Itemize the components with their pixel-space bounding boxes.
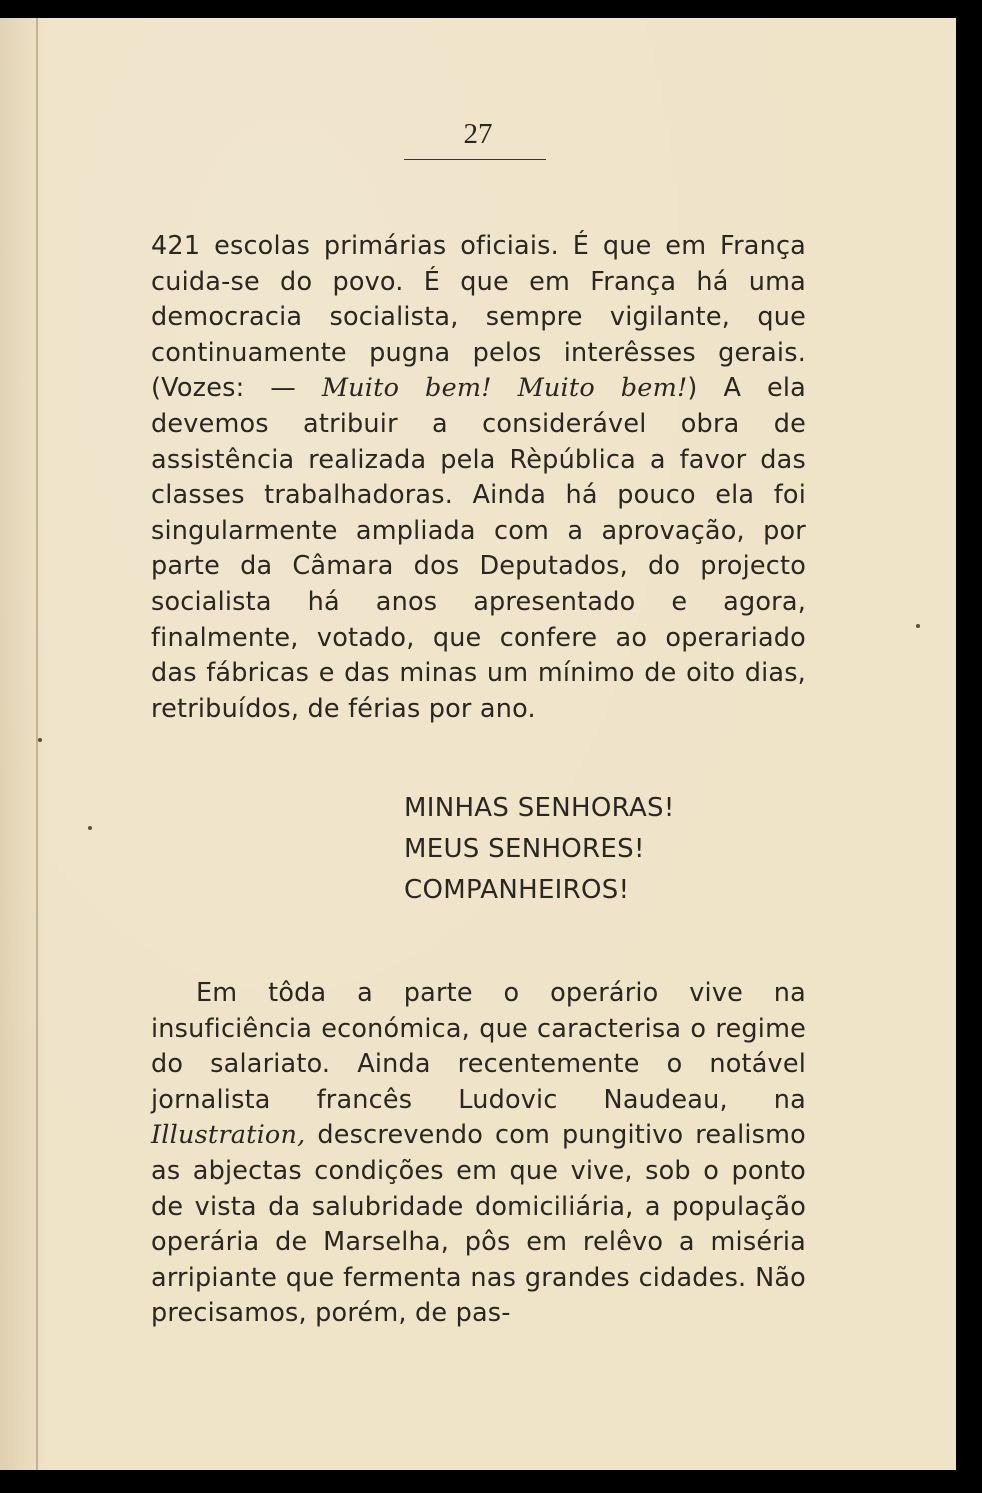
paragraph-1-text-b: ) A ela devemos atribuir a considerável obra de assistência realizada pela Rèpública a favor das classes trabalhadoras. Ainda há pouco ela foi singularmente ampliada com a aprovação, por parte da Câmara dos Deputados, do projecto socialista há anos apresentado e agora, finalmente, votado, que confere ao operariado das fábricas e das minas um mínimo de oito dias, retribuídos, de férias por ano. [151,373,806,724]
paragraph-2-text-b: descrevendo com pungitivo realismo as abjectas condições em que vive, sob o ponto de vista da salubridade domiciliária, a população operária de Marselha, pôs em relêvo a miséria arripiante que fermenta nas grandes cidades. Não precisamos, porém, de pas- [151,1120,806,1329]
salutation-block [404,788,675,911]
salutation-line-2: MEUS SENHORES! [404,834,645,864]
salutation-line-3: COMPANHEIROS! [404,875,630,905]
page-number: 27 [463,118,493,150]
paragraph-1-italic: Muito bem! Muito bem! [321,373,688,404]
book-page [0,18,956,1470]
paragraph-2-text-a: Em tôda a parte o operário vive na insuficiência económica, que caracterisa o regime do salariato. Ainda recentemente o notável jornalista francês Ludovic Naudeau, na [151,978,806,1115]
paragraph-2-italic: Illustration, [151,1120,306,1151]
salutation-line-1: MINHAS SENHORAS! [404,793,675,823]
paper-speck [38,738,42,742]
paragraph-1 [151,229,806,727]
paper-speck [88,826,92,830]
paper-speck [916,624,920,628]
page-spine-shadow [36,18,38,1470]
paragraph-2 [151,976,806,1332]
header-rule [404,159,546,160]
paragraph-1-text-a: 421 escolas primárias oficiais. É que em França cuida-se do povo. É que em França há uma democracia socialista, sempre vigilante, que continuamente pugna pelos interêsses gerais. (Vozes: — [151,231,806,404]
